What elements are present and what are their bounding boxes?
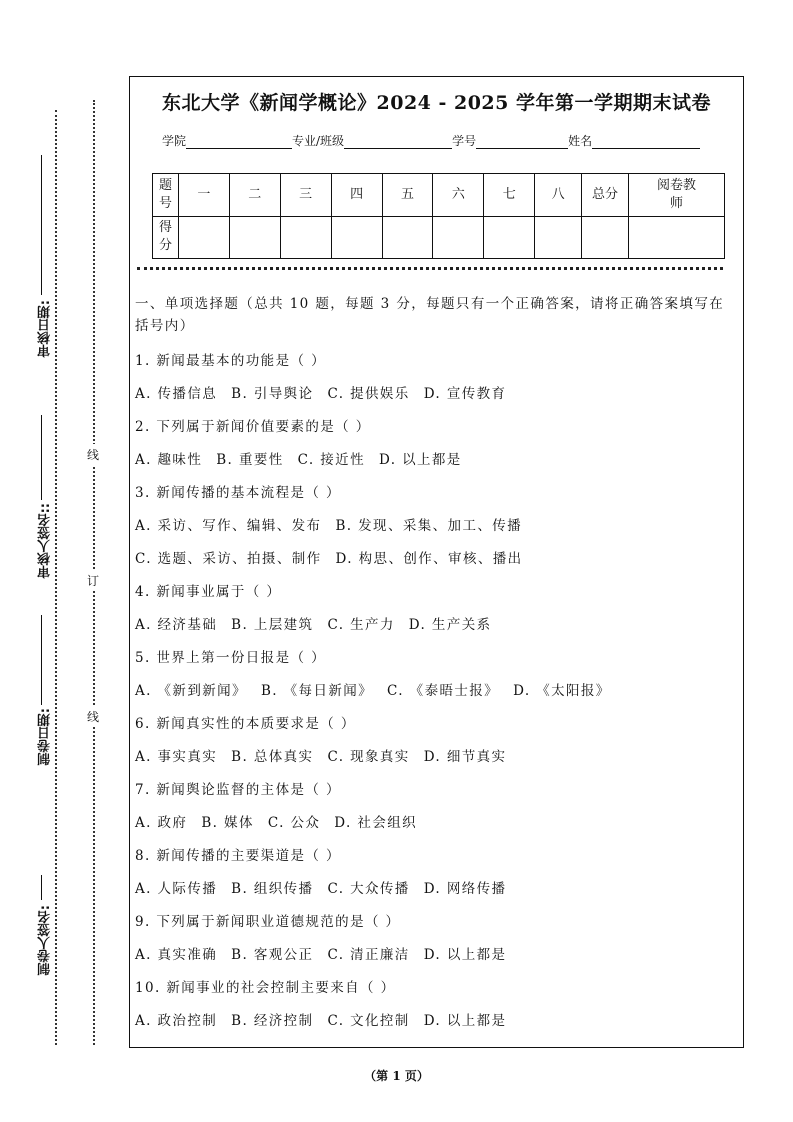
question-options	[135, 543, 735, 576]
score-cell[interactable]	[484, 216, 535, 259]
question-stem: 6. 新闻真实性的本质要求是（ ）	[135, 716, 356, 732]
option-a: A. 经济基础	[135, 617, 218, 633]
score-row-label-question: 题号	[153, 174, 179, 217]
score-cell[interactable]	[280, 216, 331, 259]
question-options	[135, 444, 735, 477]
option-c: C. 接近性	[297, 452, 365, 468]
question-options	[135, 873, 735, 906]
score-cell[interactable]	[331, 216, 382, 259]
question-stem: 7. 新闻舆论监督的主体是（ ）	[135, 782, 341, 798]
binding-dotted-line-outer	[55, 110, 57, 1045]
option-c: C. 生产力	[327, 617, 395, 633]
option-d: D. 以上都是	[423, 947, 507, 963]
option-d: D. 宣传教育	[423, 386, 507, 402]
student-id-label: 学号	[452, 134, 477, 148]
score-col-header: 七	[484, 174, 535, 217]
name-label: 姓名	[568, 134, 593, 148]
option-d: D. 细节真实	[423, 749, 507, 765]
maker-sign-line	[41, 875, 42, 900]
option-c: C. 清正廉洁	[327, 947, 410, 963]
option-b: B. 总体真实	[231, 749, 314, 765]
page-number: （第 1 页）	[364, 1069, 429, 1083]
option-c: C. 公众	[267, 815, 321, 831]
option-c: C. 现象真实	[327, 749, 410, 765]
option-d: D. 以上都是	[378, 452, 462, 468]
question-stem: 3. 新闻传播的基本流程是（ ）	[135, 485, 341, 501]
question-stem: 10. 新闻事业的社会控制主要来自（ ）	[135, 980, 396, 996]
student-info-row	[162, 132, 700, 149]
score-col-header: 四	[331, 174, 382, 217]
option-a: A. 人际传播	[135, 881, 218, 897]
option-a: A. 采访、写作、编辑、发布	[135, 518, 322, 534]
exam-frame	[129, 76, 744, 1048]
option-d: D. 网络传播	[423, 881, 507, 897]
option-a: A. 事实真实	[135, 749, 218, 765]
option-d: D. 构思、创作、审核、播出	[335, 551, 523, 567]
question-options	[135, 1005, 735, 1038]
option-c: C. 选题、采访、拍摄、制作	[135, 551, 322, 567]
question-stem: 1. 新闻最基本的功能是（ ）	[135, 353, 326, 369]
make-date-label: 制卷日期:	[38, 708, 53, 766]
option-d: D. 生产关系	[408, 617, 492, 633]
score-col-header: 五	[382, 174, 433, 217]
major-label: 专业/班级	[292, 134, 345, 148]
option-b: B. 引导舆论	[231, 386, 314, 402]
score-cell-total[interactable]	[582, 216, 629, 259]
question-options	[135, 510, 735, 543]
question-stem: 4. 新闻事业属于（ ）	[135, 584, 282, 600]
option-a: A. 趣味性	[135, 452, 203, 468]
question-options	[135, 807, 735, 840]
college-field[interactable]	[186, 134, 292, 149]
score-col-header-grader: 阅卷教师	[629, 174, 725, 217]
option-b: B. 上层建筑	[231, 617, 314, 633]
section-divider	[137, 267, 723, 270]
option-d: D. 社会组织	[334, 815, 418, 831]
review-date-line	[41, 155, 42, 295]
make-date-line	[41, 615, 42, 705]
reviewer-sign-label: 审核人签名::	[38, 503, 53, 579]
option-c: C. 《泰晤士报》	[387, 683, 500, 699]
gutter-char-line-bottom: 线	[87, 706, 99, 727]
question-options	[135, 741, 735, 774]
question-stem: 9. 下列属于新闻职业道德规范的是（ ）	[135, 914, 401, 930]
score-cell[interactable]	[382, 216, 433, 259]
score-col-header-total: 总分	[582, 174, 629, 217]
option-b: B. 《每日新闻》	[260, 683, 374, 699]
option-b: B. 媒体	[201, 815, 254, 831]
question-list	[135, 293, 735, 1038]
section-heading: 一、单项选择题（总共 10 题，每题 3 分，每题只有一个正确答案，请将正确答案填写在括号内）	[135, 296, 725, 334]
score-col-header: 六	[433, 174, 484, 217]
score-cell[interactable]	[535, 216, 582, 259]
option-a: A. 政府	[135, 815, 188, 831]
score-col-header: 三	[280, 174, 331, 217]
option-b: B. 经济控制	[231, 1013, 314, 1029]
option-b: B. 组织传播	[231, 881, 314, 897]
option-b: B. 重要性	[216, 452, 284, 468]
score-col-header: 二	[229, 174, 280, 217]
option-a: A. 《新到新闻》	[135, 683, 247, 699]
score-table	[152, 173, 725, 259]
option-b: B. 发现、采集、加工、传播	[335, 518, 523, 534]
question-stem: 5. 世界上第一份日报是（ ）	[135, 650, 326, 666]
reviewer-sign-line	[41, 415, 42, 500]
score-cell[interactable]	[433, 216, 484, 259]
gutter-char-ding: 订	[87, 570, 99, 591]
option-b: B. 客观公正	[231, 947, 314, 963]
option-c: C. 大众传播	[327, 881, 410, 897]
student-id-field[interactable]	[476, 134, 568, 149]
option-c: C. 文化控制	[327, 1013, 410, 1029]
score-col-header: 一	[178, 174, 229, 217]
college-label: 学院	[162, 134, 187, 148]
question-options	[135, 675, 735, 708]
question-options	[135, 378, 735, 411]
gutter-char-line-top: 线	[87, 444, 99, 465]
name-field[interactable]	[592, 134, 700, 149]
option-d: D. 《太阳报》	[513, 683, 611, 699]
maker-sign-label: 制卷人签名:	[38, 905, 53, 976]
major-field[interactable]	[344, 134, 452, 149]
score-cell[interactable]	[178, 216, 229, 259]
exam-title: 东北大学《新闻学概论》2024 - 2025 学年第一学期期末试卷	[162, 92, 711, 114]
question-options	[135, 609, 735, 642]
question-stem: 2. 下列属于新闻价值要素的是（ ）	[135, 419, 371, 435]
option-d: D. 以上都是	[423, 1013, 507, 1029]
option-a: A. 政治控制	[135, 1013, 218, 1029]
score-col-header: 八	[535, 174, 582, 217]
score-row-label-points: 得分	[153, 216, 179, 259]
question-stem: 8. 新闻传播的主要渠道是（ ）	[135, 848, 341, 864]
option-a: A. 传播信息	[135, 386, 218, 402]
question-options	[135, 939, 735, 972]
option-a: A. 真实准确	[135, 947, 218, 963]
score-cell[interactable]	[229, 216, 280, 259]
score-cell-grader[interactable]	[629, 216, 725, 259]
option-c: C. 提供娱乐	[327, 386, 410, 402]
review-date-label: 审核日期:	[38, 300, 53, 358]
